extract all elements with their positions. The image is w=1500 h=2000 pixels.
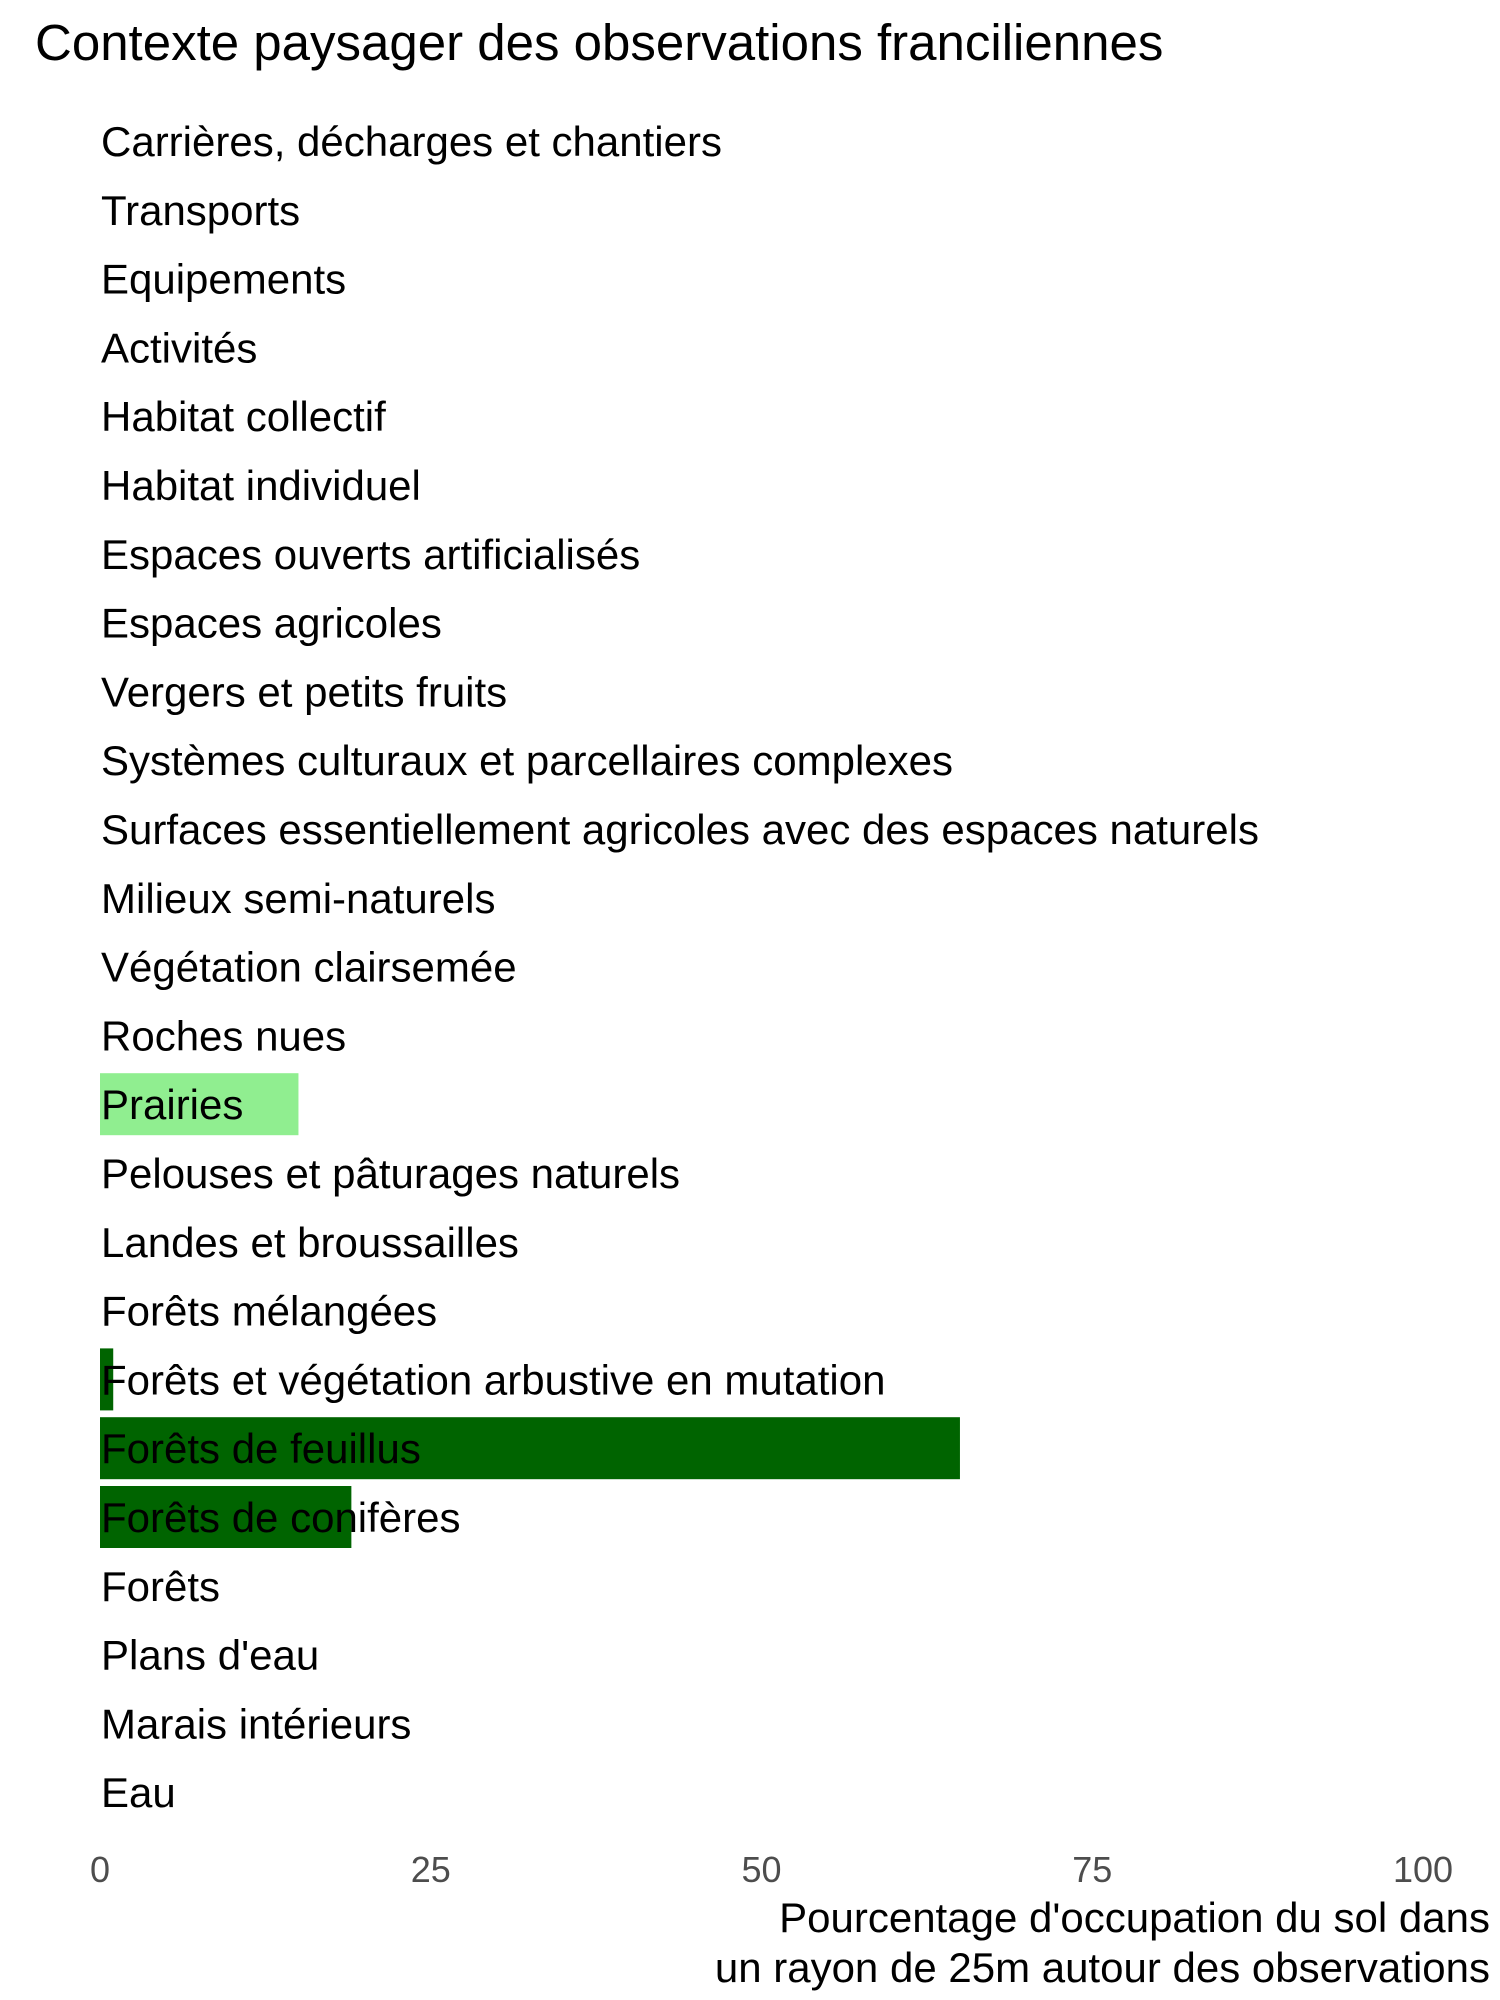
category-label-5: Habitat individuel [101,462,421,509]
category-label-13: Roches nues [101,1012,347,1060]
x-tick-label-4: 100 [1392,1849,1454,1890]
x-axis-title-line-2: un rayon de 25m autour des observations [714,1944,1490,1991]
category-label-8: Vergers et petits fruits [101,668,508,716]
category-label-1: Transports [101,186,301,234]
category-label-19: Forêts de feuillus [101,1425,421,1473]
category-label-21: Forêts [101,1562,221,1610]
x-tick-label-1: 25 [410,1849,451,1890]
category-label-14: Prairies [101,1081,244,1129]
category-label-7: Espaces agricoles [101,599,442,647]
category-labels-layer [101,118,1259,1816]
category-label-9: Systèmes culturaux et parcellaires complexes [101,737,954,785]
category-label-12: Végétation clairsemée [101,943,517,991]
category-label-17: Forêts mélangées [101,1287,438,1335]
x-axis-title-line-1: Pourcentage d'occupation du sol dans [779,1894,1490,1941]
category-label-24: Eau [101,1769,176,1817]
category-label-16: Landes et broussailles [101,1218,519,1266]
x-tick-label-2: 50 [741,1849,782,1890]
category-label-20: Forêts de conifères [101,1494,461,1541]
x-tick-label-0: 0 [89,1849,111,1890]
chart-title: Contexte paysager des observations franciliennes [35,14,1164,71]
x-axis-ticks [90,1849,1453,1890]
category-label-6: Espaces ouverts artificialisés [101,530,641,578]
category-label-10: Surfaces essentiellement agricoles avec des espaces naturels [101,806,1259,853]
category-label-15: Pelouses et pâturages naturels [101,1150,681,1197]
category-label-22: Plans d'eau [101,1631,320,1679]
category-label-3: Activités [101,324,258,372]
x-tick-label-3: 75 [1072,1849,1113,1890]
category-label-0: Carrières, décharges et chantiers [101,118,722,165]
category-label-4: Habitat collectif [101,393,386,441]
category-label-18: Forêts et végétation arbustive en mutation [101,1356,886,1404]
category-label-23: Marais intérieurs [101,1700,412,1748]
category-label-11: Milieux semi-naturels [101,874,496,922]
category-label-2: Equipements [101,255,347,303]
